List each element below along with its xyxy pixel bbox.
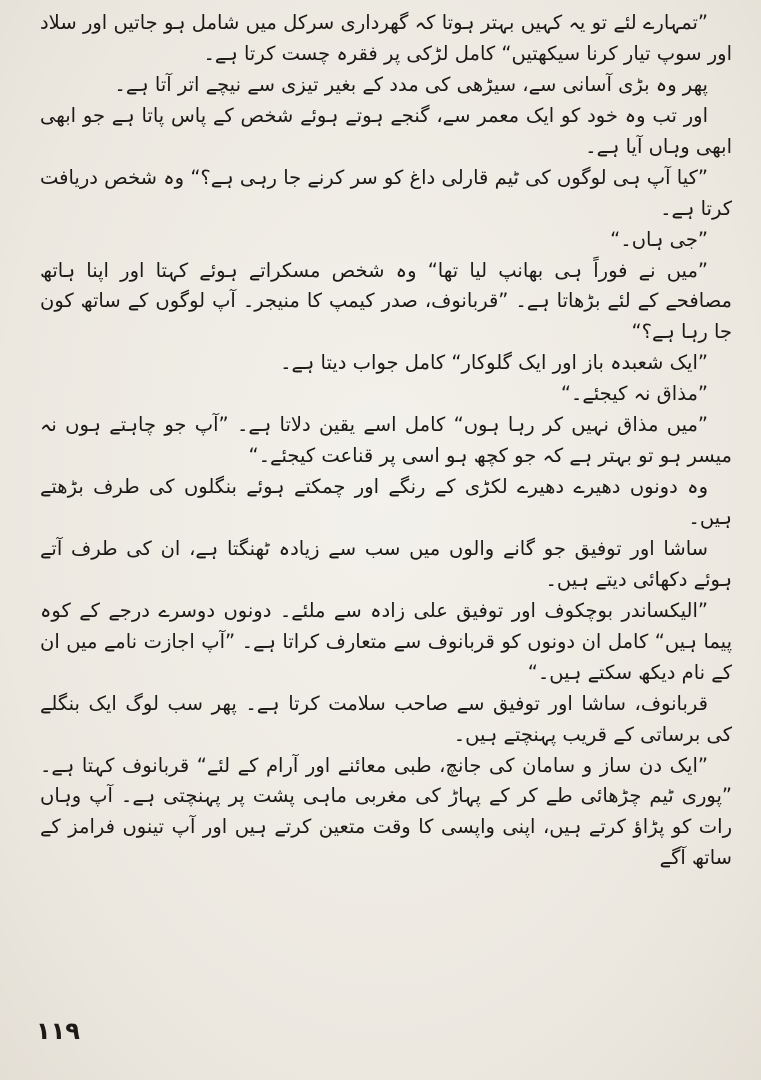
paragraph: قربانوف، ساشا اور توفیق سے صاحب سلامت کرتا ہے۔ پھر سب لوگ ایک بنگلے کی برساتی کے قریب پہنچتے ہیں۔ (40, 691, 732, 746)
paragraph: اور تب وہ خود کو ایک معمر سے، گنجے ہوتے ہوئے شخص کے پاس پاتا ہے جو ابھی ابھی وہاں آیا ہے۔ (40, 103, 732, 158)
paragraph: وہ دونوں دھیرے دھیرے لکڑی کے رنگے اور چمکتے ہوئے بنگلوں کی طرف بڑھتے ہیں۔ (40, 475, 732, 529)
paragraph: ”میں مذاق نہیں کر رہا ہوں“ کامل اسے یقین دلاتا ہے۔ ”آپ جو چاہتے ہوں نہ میسر ہو تو بہتر ہے کہ جو کچھ ہو اسی پر قناعت کیجئے۔“ (40, 413, 732, 468)
paragraph: ”کیا آپ ہی لوگوں کی ٹیم قارلی داغ کو سر کرنے جا رہی ہے؟“ وہ شخص دریافت کرتا ہے۔ (40, 165, 732, 220)
paragraph: پھر وہ بڑی آسانی سے، سیڑھی کی مدد کے بغیر تیزی سے نیچے اتر آتا ہے۔ (114, 72, 708, 96)
page-number: ۱۱۹ (36, 1017, 80, 1045)
paragraph: ”الیکساندر بوچکوف اور توفیق علی زادہ سے ملئے۔ دونوں دوسرے درجے کے کوہ پیما ہیں“ کامل ان دونوں کو قربانوف سے متعارف کراتا ہے۔ ”آپ اجازت نامے میں ان کے نام دیکھ سکتے ہیں۔“ (40, 598, 732, 684)
paragraph: ”میں نے فوراً ہی بھانپ لیا تھا“ وہ شخص مسکراتے ہوئے کہتا اور اپنا ہاتھ مصافحے کے لئے بڑھاتا ہے۔ ”قربانوف، صدر کیمپ کا منیجر۔ آپ لوگوں کے ساتھ کون جا رہا ہے؟“ (40, 258, 732, 344)
paragraph: ”مذاق نہ کیجئے۔“ (560, 382, 708, 406)
paragraph: ساشا اور توفیق جو گانے والوں میں سب سے زیادہ ٹھنگتا ہے، ان کی طرف آتے ہوئے دکھائی دیتے ہیں۔ (40, 536, 732, 591)
paragraph: ”جی ہاں۔“ (610, 227, 708, 251)
paragraph: ”ایک دن ساز و سامان کی جانچ، طبی معائنے اور آرام کے لئے“ قربانوف کہتا ہے۔ ”پوری ٹیم چڑھائی طے کر کے پہاڑ کی مغربی ماہی پشت پر پہنچتی ہے۔ آپ وہاں رات کو پڑاؤ کرتے ہیں، اپنی واپسی کا وقت متعین کرتے ہیں اور آپ تینوں فرامز کے ساتھ آگے (40, 753, 732, 870)
page-body-text (40, 8, 732, 998)
paragraph: ”ایک شعبدہ باز اور ایک گلوکار“ کامل جواب دیتا ہے۔ (280, 351, 708, 375)
paragraph: ”تمہارے لئے تو یہ کہیں بہتر ہوتا کہ گھرداری سرکل میں شامل ہو جاتیں اور سلاد اور سوپ تیار کرنا سیکھتیں“ کامل لڑکی پر فقرہ چست کرتا ہے۔ (40, 11, 732, 65)
